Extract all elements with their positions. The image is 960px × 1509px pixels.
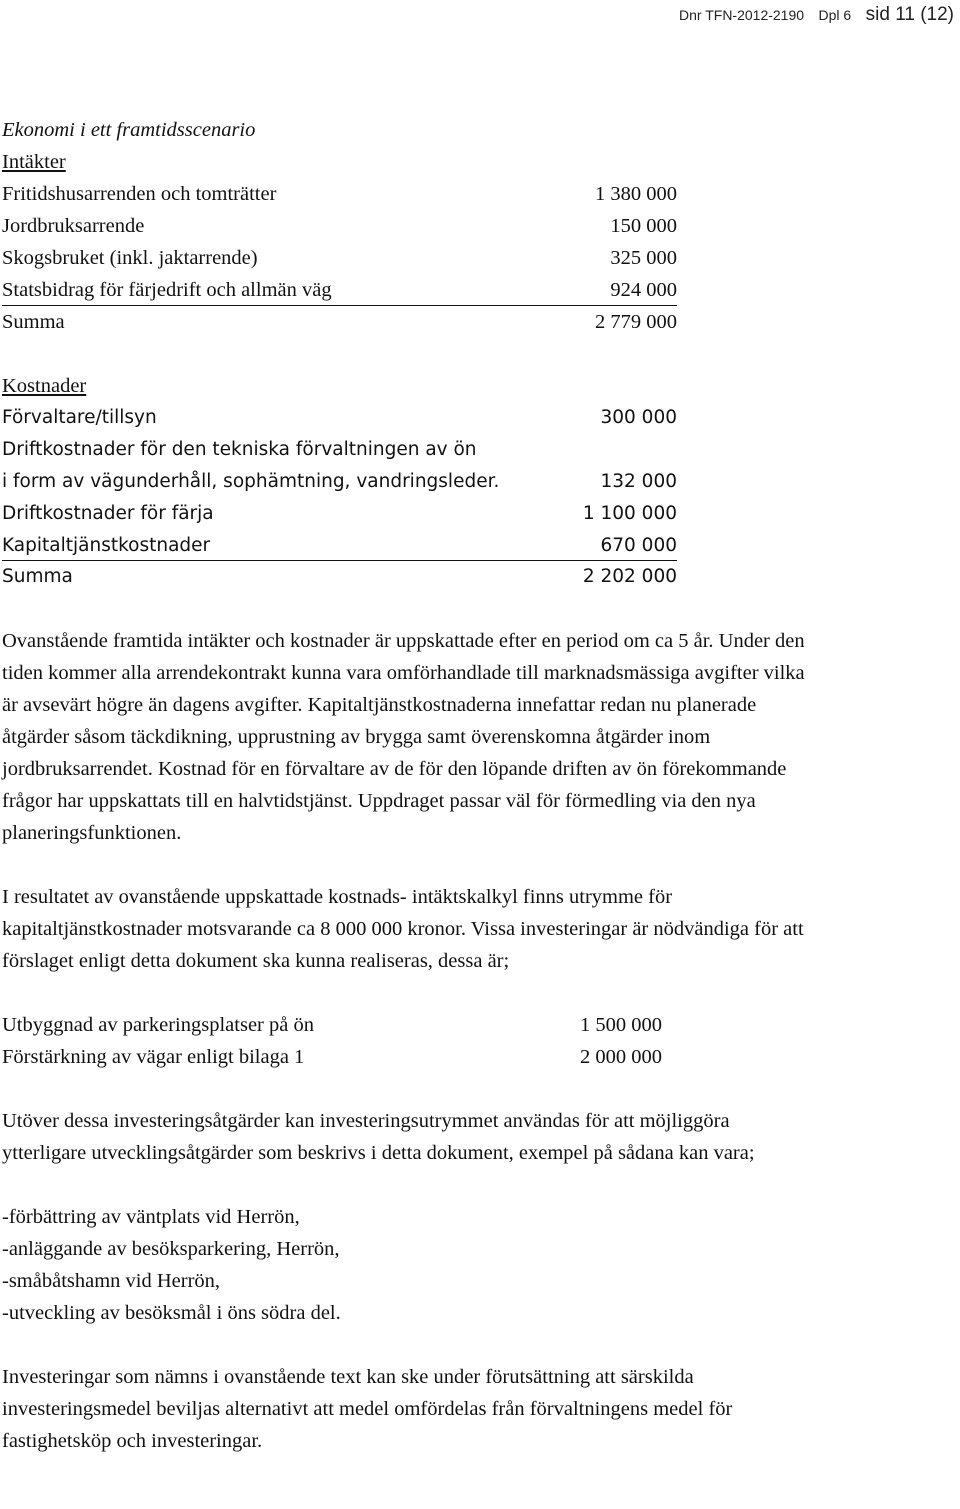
list-item: -småbåtshamn vid Herrön, xyxy=(2,1270,221,1292)
income-amount: 1 380 000 xyxy=(595,183,677,205)
income-amount: 325 000 xyxy=(610,247,677,269)
registration-number: Dnr TFN-2012-2190 xyxy=(679,7,805,23)
income-amount: 150 000 xyxy=(610,215,677,237)
income-sum-row xyxy=(2,306,677,338)
income-row xyxy=(2,210,677,242)
paragraph-further-measures: Utöver dessa investeringsåtgärder kan investeringsutrymmet användas för att möjliggöra ytterligare utvecklingsåtgärder som beskrivs i detta dokument, exempel på sådana kan vara; xyxy=(2,1110,755,1164)
cost-label: Förvaltare/tillsyn xyxy=(2,406,157,428)
cost-row xyxy=(2,498,677,530)
cost-row xyxy=(2,466,677,498)
income-label: Skogsbruket (inkl. jaktarrende) xyxy=(2,247,258,269)
cost-table xyxy=(2,402,958,594)
income-heading: Intäkter xyxy=(2,151,66,173)
cost-label: Kapitaltjänstkostnader xyxy=(2,534,211,556)
cost-label: i form av vägunderhåll, sophämtning, vandringsleder. xyxy=(2,470,500,492)
cost-row-line1 xyxy=(2,434,677,466)
investment-table xyxy=(2,1009,958,1073)
document-part: Dpl 6 xyxy=(818,7,852,23)
income-row xyxy=(2,242,677,274)
cost-amount: 670 000 xyxy=(600,534,677,556)
cost-amount: 1 100 000 xyxy=(582,502,677,524)
cost-sum-amount: 2 202 000 xyxy=(582,566,677,587)
page-number: sid 11 (12) xyxy=(865,4,954,25)
income-sum-label: Summa xyxy=(2,310,65,333)
income-label: Fritidshusarrenden och tomträtter xyxy=(2,183,277,205)
paragraph-capital-room: I resultatet av ovanstående uppskattade kostnads- intäktskalkyl finns utrymme för kapitaltjänstkostnader motsvarande ca 8 000 000 kronor. Vissa investeringar är nödvändiga för att förslaget enligt detta dokument ska kunna realiseras, dessa är; xyxy=(2,886,804,972)
cost-amount: 132 000 xyxy=(600,470,677,492)
examples-list xyxy=(2,1201,958,1329)
document-body xyxy=(2,114,958,1457)
investment-label: Förstärkning av vägar enligt bilaga 1 xyxy=(2,1046,305,1068)
cost-sum-row xyxy=(2,561,677,593)
page-header xyxy=(669,4,954,26)
investment-row xyxy=(2,1009,662,1041)
income-label: Statsbidrag för färjedrift och allmän väg xyxy=(2,279,332,301)
income-table xyxy=(2,178,958,338)
investment-amount: 1 500 000 xyxy=(580,1014,662,1036)
cost-row xyxy=(2,402,677,434)
income-row xyxy=(2,274,677,306)
cost-amount: 300 000 xyxy=(600,406,677,428)
list-item: -förbättring av väntplats vid Herrön, xyxy=(2,1206,300,1228)
cost-heading: Kostnader xyxy=(2,374,87,397)
paragraph-funding: Investeringar som nämns i ovanstående text kan ske under förutsättning att särskilda investeringsmedel beviljas alternativt att medel omfördelas från förvaltningens medel för fastighetsköp och investeringar. xyxy=(2,1366,733,1452)
cost-label-line1: Driftkostnader för den tekniska förvaltningen av ön xyxy=(2,438,477,460)
cost-row xyxy=(2,530,677,562)
investment-label: Utbyggnad av parkeringsplatser på ön xyxy=(2,1014,314,1036)
income-amount: 924 000 xyxy=(610,279,677,301)
cost-label: Driftkostnader för färja xyxy=(2,502,214,524)
list-item: -utveckling av besöksmål i öns södra del. xyxy=(2,1302,341,1324)
cost-sum-label: Summa xyxy=(2,566,73,587)
list-item: -anläggande av besöksparkering, Herrön, xyxy=(2,1238,340,1260)
income-label: Jordbruksarrende xyxy=(2,215,145,237)
income-row xyxy=(2,178,677,210)
income-sum-amount: 2 779 000 xyxy=(595,310,677,333)
paragraph-estimates: Ovanstående framtida intäkter och kostnader är uppskattade efter en period om ca 5 år. Under den tiden kommer alla arrendekontrakt kunna vara omförhandlade till marknadsmässiga avgifter vilka är avsevärt högre än dagens avgifter. Kapitaltjänstkostnaderna innefattar redan nu planerade åtgärder såsom täckdikning, upprustning av brygga samt överenskomna åtgärder inom jordbruksarrendet. Kostnad för en förvaltare av de för den löpande driften av ön förekommande frågor har uppskattats till en halvtidstjänst. Uppdraget passar väl för förmedling via den nya planeringsfunktionen. xyxy=(2,630,805,844)
investment-row xyxy=(2,1041,662,1073)
section-title: Ekonomi i ett framtidsscenario xyxy=(2,119,256,141)
investment-amount: 2 000 000 xyxy=(580,1046,662,1068)
